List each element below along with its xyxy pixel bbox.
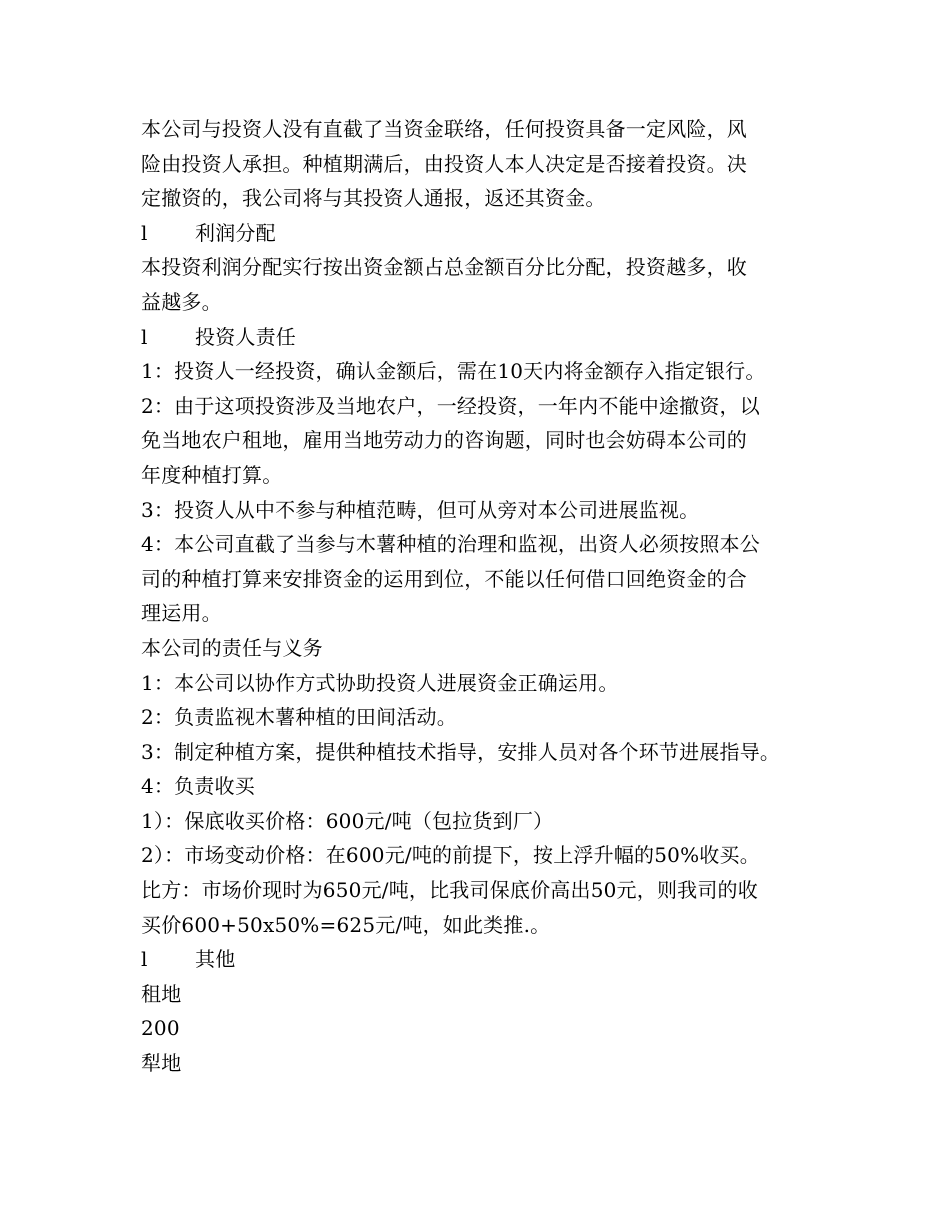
paragraph-line: 租地 bbox=[141, 981, 182, 1006]
list-marker: l bbox=[141, 220, 148, 245]
paragraph-line: 益越多。 bbox=[141, 289, 222, 314]
list-item: 2：由于这项投资涉及当地农户，一经投资，一年内不能中途撤资，以 bbox=[141, 393, 760, 418]
paragraph-line: 本公司与投资人没有直截了当资金联络，任何投资具备一定风险，风 bbox=[141, 117, 747, 141]
list-item-continuation: 免当地农户租地，雇用当地劳动力的咨询题，同时也会妨碍本公司的 bbox=[141, 428, 747, 453]
paragraph-line: 200 bbox=[141, 1016, 180, 1041]
paragraph-line: 险由投资人承担。种植期满后，由投资人本人决定是否接着投资。决 bbox=[141, 151, 747, 176]
sub-list-item: 2）：市场变动价格：在600元/吨的前提下，按上浮升幅的50%收买。 bbox=[141, 843, 760, 868]
list-item: 3：投资人从中不参与种植范畴，但可从旁对本公司进展监视。 bbox=[141, 497, 700, 522]
section-heading-profit-distribution bbox=[141, 216, 813, 251]
list-marker: l bbox=[141, 324, 148, 349]
list-item: 2：负责监视木薯种植的田间活动。 bbox=[141, 705, 457, 730]
section-heading-text: 投资人责任 bbox=[195, 324, 296, 349]
section-heading-text: 其他 bbox=[195, 947, 236, 972]
list-item: 4：负责收买 bbox=[141, 774, 255, 799]
document-body bbox=[141, 112, 813, 1081]
list-item: 1：投资人一经投资，确认金额后，需在10天内将金额存入指定银行。 bbox=[141, 359, 766, 384]
paragraph-line: 定撤资的，我公司将与其投资人通报，返还其资金。 bbox=[141, 186, 606, 211]
list-item: 4：本公司直截了当参与木薯种植的治理和监视，出资人必须按照本公 bbox=[141, 532, 760, 557]
list-item: 1：本公司以协作方式协助投资人进展资金正确运用。 bbox=[141, 670, 619, 695]
sub-list-item: 1）：保底收买价格：600元/吨（包拉货到厂） bbox=[141, 808, 554, 833]
section-title-company-duties: 本公司的责任与义务 bbox=[141, 635, 323, 660]
paragraph-line: 比方：市场价现时为650元/吨，比我司保底价高出50元，则我司的收 bbox=[141, 878, 758, 903]
paragraph-line: 本投资利润分配实行按出资金额占总金额百分比分配，投资越多，收 bbox=[141, 255, 747, 280]
list-item-continuation: 年度种植打算。 bbox=[141, 462, 283, 487]
paragraph-line: 买价600+50x50%=625元/吨，如此类推.。 bbox=[141, 912, 551, 937]
section-heading-other bbox=[141, 942, 813, 977]
list-item-continuation: 理运用。 bbox=[141, 601, 222, 626]
section-heading-text: 利润分配 bbox=[195, 220, 276, 245]
paragraph-line: 犁地 bbox=[141, 1051, 182, 1076]
list-item: 3：制定种植方案，提供种植技术指导，安排人员对各个环节进展指导。 bbox=[141, 739, 781, 764]
list-marker: l bbox=[141, 947, 148, 972]
section-heading-investor-responsibility bbox=[141, 320, 813, 355]
list-item-continuation: 司的种植打算来安排资金的运用到位，不能以任何借口回绝资金的合 bbox=[141, 566, 747, 591]
